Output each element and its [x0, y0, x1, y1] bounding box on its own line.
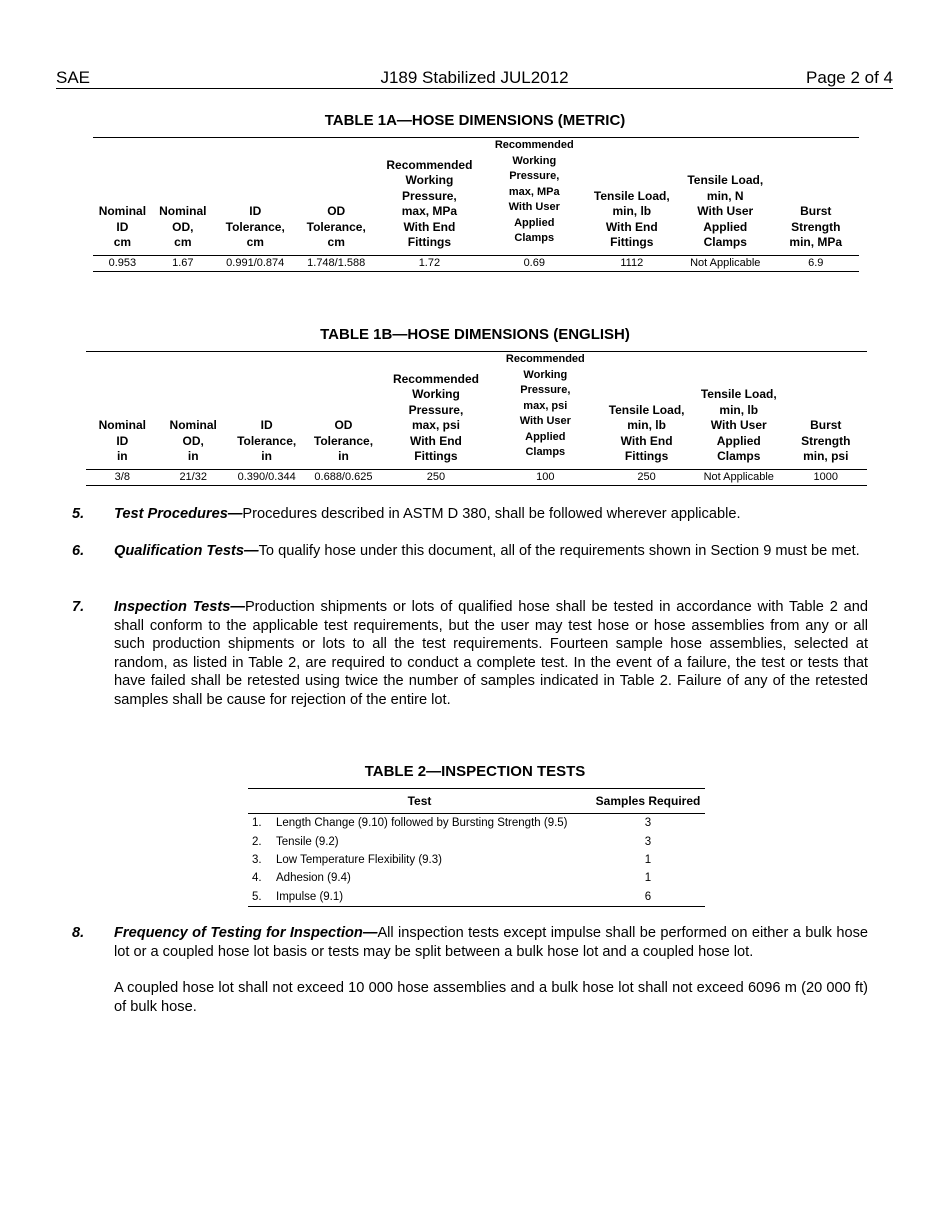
header-line: max, psi [523, 399, 568, 412]
column-header [693, 352, 785, 470]
table-row [248, 851, 705, 869]
header-doc-id: J189 Stabilized JUL2012 [380, 68, 569, 87]
header-line: Tolerance, [237, 433, 297, 448]
section-title: Qualification Tests— [114, 543, 259, 559]
header-line: Clamps [717, 449, 761, 463]
header-line: Tolerance, [313, 433, 374, 448]
header-line: Recommended [505, 353, 585, 365]
header-line: Pressure, [408, 402, 464, 417]
table-cell: 3/8 [86, 469, 159, 485]
table-1a [93, 137, 859, 272]
header-line: cm [113, 235, 132, 249]
table-cell: 0.953 [93, 255, 152, 271]
header-line: Applied [525, 430, 566, 443]
header-line: OD [334, 418, 353, 432]
table-cell-num: 3. [252, 853, 262, 866]
header-line: Tensile Load, [608, 402, 685, 417]
header-line: With User [508, 201, 560, 213]
header-line: Nominal [169, 418, 217, 432]
table-cell: 0.991/0.874 [214, 255, 297, 271]
table-cell: 250 [600, 469, 693, 485]
table-header-row [93, 138, 859, 256]
header-line: in [116, 449, 128, 463]
header-line: Recommended [392, 371, 479, 386]
header-line: Recommended [386, 157, 473, 172]
header-line: cm [174, 235, 192, 249]
header-line: max, psi [411, 418, 460, 432]
column-header [297, 138, 376, 256]
table-cell: 1000 [785, 469, 867, 485]
header-line: With End [410, 433, 462, 448]
header-line: Clamps [514, 232, 555, 244]
header-line: Applied [703, 219, 748, 234]
column-header [214, 138, 297, 256]
header-line: Strength [791, 219, 841, 234]
table-cell: 0.688/0.625 [305, 469, 381, 485]
header-line: min, lb [627, 418, 666, 432]
header-line: Applied [716, 433, 761, 448]
table-cell-samples: 3 [644, 817, 652, 830]
header-line: Burst [800, 204, 832, 218]
table-cell-num: 2. [252, 835, 262, 848]
header-line: Nominal [98, 418, 146, 432]
table-row [248, 869, 705, 887]
column-header [152, 138, 214, 256]
table-cell-num: 5. [248, 888, 276, 907]
table-cell-test: Low Temperature Flexibility (9.3) [276, 853, 442, 866]
column-header [159, 352, 228, 470]
table-cell-samples: 1 [644, 853, 652, 866]
section-text: Production shipments or lots of qualified hose shall be tested in accordance with Table 2 and shall conform to the applicable test requirements, but the user may test hose or hose assemblies from any or all such production shipments or lots to all the test requirements. Fourteen sample hose assemblies, selected at random, as listed in Table 2, are required to conduct a complete test. In the event of a failure, the test or tests that have failed shall be retested using twice the number of samples indicated in Table 2. Failure of any of the retested samples shall be cause for rejection of the entire lot. [114, 599, 868, 708]
table-cell-num: 4. [252, 872, 262, 885]
table-cell-test: Length Change (9.10) followed by Bursting Strength (9.5) [276, 817, 568, 830]
table-cell-num: 1. [252, 817, 262, 830]
section-5 [72, 505, 868, 524]
header-line: Working [412, 387, 460, 401]
table-cell: 1.72 [376, 255, 483, 271]
column-header [376, 138, 483, 256]
header-line: min, psi [803, 449, 849, 463]
header-line: Working [523, 368, 568, 381]
header-line: Nominal [159, 204, 207, 218]
table-cell-test: Tensile (9.2) [276, 835, 339, 848]
header-line: Clamps [525, 446, 566, 458]
table-cell-test: Adhesion (9.4) [276, 872, 351, 885]
header-line: ID [116, 219, 129, 234]
section-number: 5. [72, 506, 85, 522]
header-line: Fittings [610, 235, 654, 249]
table-1b-caption: TABLE 1B—HOSE DIMENSIONS (ENGLISH) [320, 326, 630, 343]
header-line: OD [327, 204, 346, 218]
header-line: min, N [706, 188, 744, 203]
header-line: ID [249, 204, 262, 218]
header-line: Fittings [414, 449, 458, 463]
column-header [785, 352, 867, 470]
header-line: Nominal [98, 204, 147, 218]
table-cell: 1.67 [152, 255, 214, 271]
table-cell: 6.9 [773, 255, 859, 271]
table-cell: 1112 [586, 255, 678, 271]
header-line: Working [512, 154, 557, 167]
column-header [228, 352, 306, 470]
header-line: cm [327, 235, 345, 249]
header-line: With User [519, 415, 571, 427]
header-line: ID [260, 418, 273, 432]
header-line: min, lb [719, 402, 759, 417]
page-header [56, 68, 893, 89]
section-7 [72, 598, 868, 710]
section-number: 8. [72, 925, 85, 941]
column-header [305, 352, 381, 470]
header-line: With End [605, 219, 658, 234]
section-text: Procedures described in ASTM D 380, shall be followed wherever applicable. [242, 506, 741, 522]
column-header-test: Test [248, 789, 591, 814]
header-line: OD, [182, 433, 204, 448]
section-title: Inspection Tests— [114, 599, 245, 615]
table-cell: 0.69 [483, 255, 586, 271]
header-line: Tensile Load, [687, 173, 764, 187]
column-header [381, 352, 490, 470]
section-8 [72, 924, 868, 1016]
table-row [248, 888, 705, 907]
table-cell: Not Applicable [678, 255, 773, 271]
header-line: With End [620, 433, 673, 448]
header-line: Clamps [703, 235, 747, 249]
table-cell-samples: 3 [644, 835, 652, 848]
table-cell: 0.390/0.344 [228, 469, 306, 485]
table-2-caption: TABLE 2—INSPECTION TESTS [364, 763, 586, 780]
table-cell: 100 [490, 469, 600, 485]
header-line: Tensile Load, [593, 188, 670, 203]
header-line: min, MPa [789, 235, 843, 249]
table-1a-caption: TABLE 1A—HOSE DIMENSIONS (METRIC) [324, 112, 626, 129]
header-line: With User [697, 204, 754, 218]
table-row [86, 469, 867, 485]
table-cell-samples: 1 [644, 872, 652, 885]
header-line: in [261, 449, 272, 463]
table-cell: 21/32 [159, 469, 228, 485]
header-line: max, MPa [508, 185, 560, 198]
section-number: 7. [72, 599, 85, 615]
header-line: Fittings [624, 449, 669, 463]
header-line: Pressure, [509, 170, 560, 182]
column-header [86, 352, 159, 470]
section-title: Test Procedures— [114, 506, 243, 522]
column-header [586, 138, 678, 256]
table-cell: 250 [381, 469, 490, 485]
table-1b [86, 351, 867, 486]
column-header [490, 352, 600, 470]
section-number: 6. [72, 543, 85, 559]
header-org: SAE [56, 68, 91, 87]
table-2 [248, 788, 705, 907]
table-row [93, 255, 859, 271]
header-line: OD, [172, 219, 194, 234]
table-header-row [86, 352, 867, 470]
header-line: cm [246, 235, 264, 249]
section-text: All inspection tests except impulse shall be performed on either a bulk hose lot or a coupled hose lot basis or tests may be split between a bulk hose lot and a coupled hose lot. [114, 925, 868, 960]
header-page-number: Page 2 of 4 [806, 68, 893, 87]
header-line: Fittings [407, 235, 452, 249]
header-line: min, lb [612, 204, 652, 218]
table-row [248, 814, 705, 833]
table-cell: Not Applicable [693, 469, 785, 485]
header-line: ID [116, 433, 129, 448]
table-cell-test: Impulse (9.1) [276, 888, 591, 907]
column-header [678, 138, 773, 256]
header-line: Burst [810, 418, 842, 432]
section-title: Frequency of Testing for Inspection— [114, 925, 378, 941]
table-row [248, 832, 705, 850]
column-header [93, 138, 152, 256]
table-cell-samples: 6 [591, 888, 705, 907]
header-line: Pressure, [402, 188, 457, 203]
table-header-row [248, 789, 705, 814]
section-6 [72, 542, 868, 561]
header-line: Tolerance, [225, 219, 285, 234]
header-line: Tolerance, [306, 219, 366, 234]
header-line: Pressure, [520, 384, 571, 396]
column-header [600, 352, 693, 470]
column-header-samples: Samples Required [591, 789, 705, 814]
section-text: To qualify hose under this document, all of the requirements shown in Section 9 must be met. [258, 543, 860, 559]
column-header [773, 138, 859, 256]
header-line: in [187, 449, 199, 463]
header-line: Recommended [494, 139, 574, 151]
header-line: in [338, 449, 349, 463]
header-line: Applied [514, 216, 555, 229]
header-line: Strength [801, 433, 851, 448]
header-line: Working [405, 173, 454, 187]
header-line: With End [403, 219, 456, 234]
header-line: Tensile Load, [700, 387, 777, 401]
header-line: max, MPa [401, 204, 458, 218]
column-header [483, 138, 586, 256]
header-line: With User [710, 418, 767, 432]
table-cell: 1.748/1.588 [297, 255, 376, 271]
section-paragraph: A coupled hose lot shall not exceed 10 000 hose assemblies and a bulk hose lot shall not exceed 6096 m (20 000 ft) of bulk hose. [114, 980, 868, 1015]
